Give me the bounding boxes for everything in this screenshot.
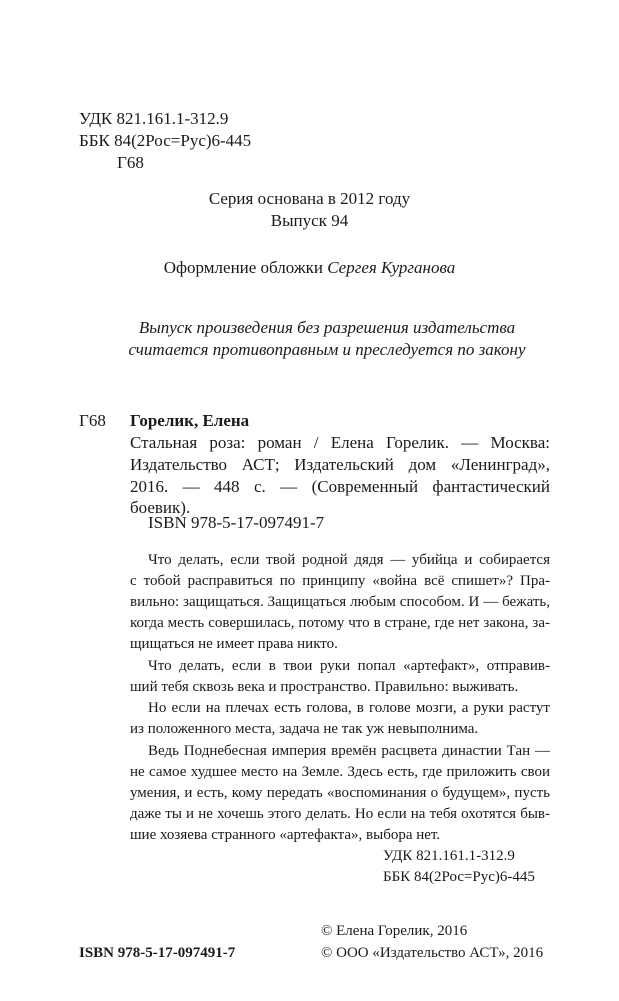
series-issue: Выпуск 94 xyxy=(270,211,349,230)
record-author: Горелик, Елена xyxy=(130,411,250,430)
notice-line-2: считается противоправным и преследуется по закону xyxy=(128,340,526,359)
annotation-line: не самое худшее место на Земле. Здесь есть, где приложить свои xyxy=(130,764,550,780)
footer-isbn: ISBN 978-5-17-097491-7 xyxy=(79,945,236,961)
annotation-line: из положенного места, задача не так уж невыполнима. xyxy=(130,721,479,737)
annotation-line: Что делать, если твой родной дядя — убийца и собирается xyxy=(148,552,550,568)
bib-description-line-1: Стальная роза: роман / Елена Горелик. — Москва: xyxy=(130,433,550,452)
annotation-line: вильно: защищаться. Защищаться любым способом. И — бежать, xyxy=(130,594,550,610)
cover-design-prefix: Оформление обложки xyxy=(163,258,328,277)
record-isbn: ISBN 978-5-17-097491-7 xyxy=(148,513,325,532)
annotation-line: умения, и есть, кому передать «воспоминания о будущем», пусть xyxy=(130,785,550,801)
annotation-line: шие хозяева странного «артефакта», выбора нет. xyxy=(130,827,441,843)
annotation-line: Ведь Поднебесная империя времён расцвета династии Тан — xyxy=(148,743,550,759)
author-mark: Г68 xyxy=(117,153,144,172)
cover-designer-name: Сергея Курганова xyxy=(327,258,456,277)
copyright-publisher: © ООО «Издательство АСТ», 2016 xyxy=(321,945,544,961)
annotation-line: с тобой расправиться по принципу «война всё спишет»? Пра- xyxy=(130,573,550,589)
annotation-line: Что делать, если в твои руки попал «артефакт», отправив- xyxy=(148,658,550,674)
annotation-line: даже ты и не хочешь этого делать. Но если на тебя охотятся быв- xyxy=(130,806,550,822)
annotation-udk: УДК 821.161.1-312.9 xyxy=(383,848,515,864)
annotation-line: Но если на плечах есть голова, в голове мозги, а руки растут xyxy=(148,700,550,716)
notice-line-1: Выпуск произведения без разрешения издательства xyxy=(138,318,516,337)
annotation-line: щищаться не имеет права никто. xyxy=(130,636,338,652)
annotation-bbk: ББК 84(2Рос=Рус)6-445 xyxy=(383,869,535,885)
bbk-code: ББК 84(2Рос=Рус)6-445 xyxy=(79,131,252,150)
copyright-author: © Елена Горелик, 2016 xyxy=(321,923,468,939)
annotation-line: ший тебя сквозь века и пространство. Правильно: выживать. xyxy=(130,679,519,695)
udk-code: УДК 821.161.1-312.9 xyxy=(79,109,229,128)
series-founded: Серия основана в 2012 году xyxy=(208,189,411,208)
bib-description-line-2: Издательство АСТ; Издательский дом «Ленинград», xyxy=(130,455,550,474)
cover-design-credit xyxy=(0,257,619,278)
bib-description-line-3: 2016. — 448 с. — (Современный фантастический боевик). xyxy=(130,477,550,517)
record-author-mark: Г68 xyxy=(79,411,106,430)
annotation-line: когда месть совершилась, потому что в стране, где нет закона, за- xyxy=(130,615,550,631)
